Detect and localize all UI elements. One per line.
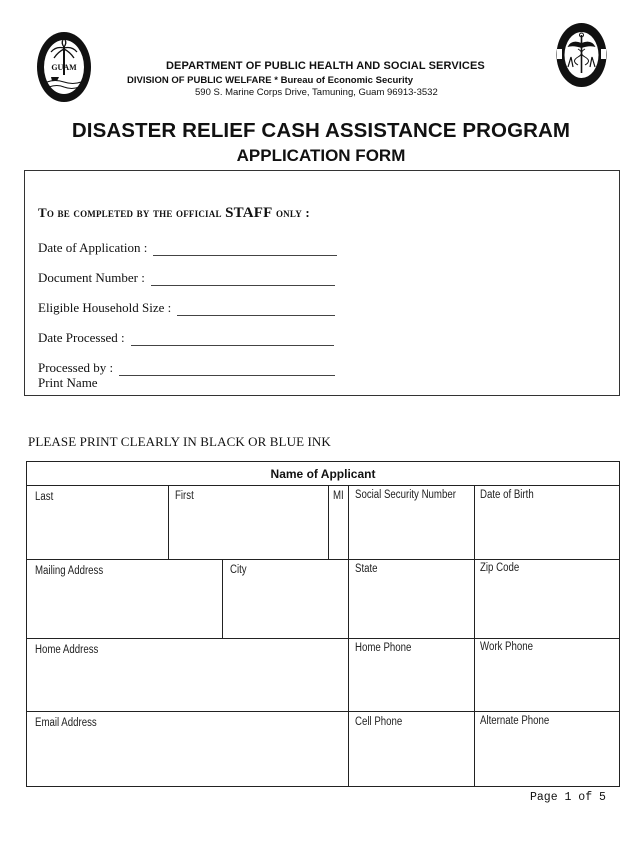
eligible-household-size-row <box>38 300 335 316</box>
email-address-label: Email Address <box>35 717 97 729</box>
first-name-label: First <box>175 490 194 502</box>
middle-initial-label: MI <box>333 490 344 502</box>
home-phone-label: Home Phone <box>355 642 412 654</box>
document-number-field[interactable] <box>151 273 335 286</box>
date-of-birth-label: Date of Birth <box>480 489 534 501</box>
processed-by-row <box>38 360 335 376</box>
document-number-row <box>38 270 335 286</box>
alternate-phone-label: Alternate Phone <box>480 715 550 727</box>
form-title: DISASTER RELIEF CASH ASSISTANCE PROGRAM <box>71 119 571 142</box>
date-of-application-field[interactable] <box>153 243 337 256</box>
home-address-cell[interactable] <box>27 639 348 711</box>
city-label: City <box>230 564 247 576</box>
public-health-seal-icon <box>555 21 608 89</box>
email-address-cell[interactable] <box>27 712 348 786</box>
department-name: DEPARTMENT OF PUBLIC HEALTH AND SOCIAL SERVICES <box>166 60 485 72</box>
last-name-cell[interactable] <box>27 486 168 559</box>
staff-heading-staff: STAFF <box>225 205 273 221</box>
home-address-label: Home Address <box>35 644 99 656</box>
date-processed-label: Date Processed : <box>38 330 125 345</box>
processed-by-label: Processed by : <box>38 360 114 375</box>
state-cell[interactable] <box>349 560 474 638</box>
date-of-birth-cell[interactable] <box>475 486 619 559</box>
cell-phone-label: Cell Phone <box>355 716 403 728</box>
processed-by-field[interactable] <box>119 363 335 376</box>
form-subtitle: APPLICATION FORM <box>236 146 406 165</box>
first-name-cell[interactable] <box>169 486 328 559</box>
date-of-application-row <box>38 240 337 256</box>
work-phone-label: Work Phone <box>480 641 533 653</box>
mailing-address-label: Mailing Address <box>35 565 104 577</box>
work-phone-cell[interactable] <box>475 639 619 711</box>
guam-seal-icon <box>35 30 93 104</box>
city-cell[interactable] <box>223 560 348 638</box>
table-header: Name of Applicant <box>270 467 376 481</box>
state-label: State <box>355 563 378 575</box>
office-address: 590 S. Marine Corps Drive, Tamuning, Guam 96913-3532 <box>195 87 438 98</box>
mailing-address-cell[interactable] <box>27 560 222 638</box>
eligible-household-size-field[interactable] <box>177 303 335 316</box>
staff-heading-pre: To be completed by the official <box>38 205 226 220</box>
ssn-cell[interactable] <box>349 486 474 559</box>
date-of-application-label: Date of Application : <box>38 240 148 255</box>
eligible-household-size-label: Eligible Household Size : <box>38 300 172 315</box>
home-phone-cell[interactable] <box>349 639 474 711</box>
page-number: Page 1 of 5 <box>530 791 606 804</box>
document-number-label: Document Number : <box>38 270 145 285</box>
print-instruction: PLEASE PRINT CLEARLY IN BLACK OR BLUE INK <box>28 434 331 449</box>
date-processed-field[interactable] <box>131 333 334 346</box>
print-name-label: Print Name <box>38 375 98 390</box>
middle-initial-cell[interactable] <box>329 486 348 559</box>
alternate-phone-cell[interactable] <box>475 712 619 786</box>
cell-phone-cell[interactable] <box>349 712 474 786</box>
seal-guam-text: GUAM <box>51 63 77 72</box>
last-name-label: Last <box>35 491 54 503</box>
zip-code-cell[interactable] <box>475 560 619 638</box>
date-processed-row <box>38 330 334 346</box>
zip-code-label: Zip Code <box>480 562 520 574</box>
applicant-table <box>26 461 620 787</box>
ssn-label: Social Security Number <box>355 489 456 501</box>
staff-only-heading <box>38 205 310 222</box>
division-name: DIVISION OF PUBLIC WELFARE * Bureau of Economic Security <box>127 75 414 86</box>
staff-heading-post: only : <box>272 205 310 220</box>
